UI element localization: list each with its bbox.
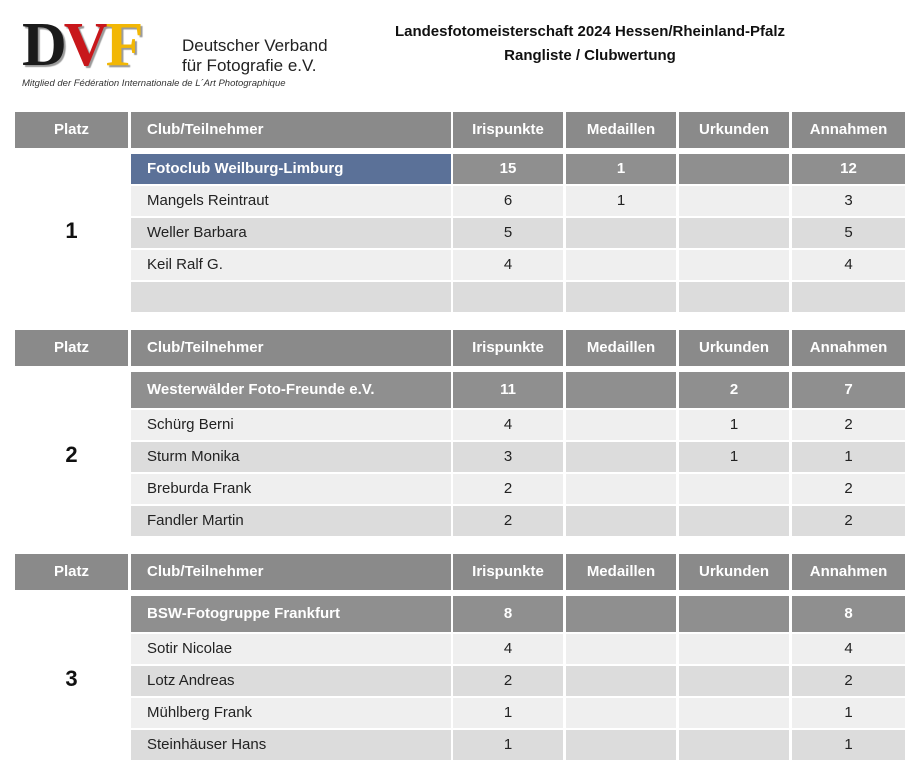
- member-name-cell: [131, 282, 451, 312]
- member-annahmen-cell: 2: [792, 474, 905, 504]
- member-irispunkte-cell: 4: [453, 250, 563, 280]
- table-header-row: [15, 330, 905, 366]
- member-row: [15, 186, 905, 216]
- member-medaillen-cell: [566, 698, 676, 728]
- member-medaillen-cell: [566, 634, 676, 664]
- column-header-club-teilnehmer: Club/Teilnehmer: [131, 554, 451, 590]
- club-urkunden-cell: [679, 154, 789, 184]
- logo-name-line2: für Fotografie e.V.: [182, 56, 317, 75]
- member-medaillen-cell: [566, 410, 676, 440]
- member-row: [15, 634, 905, 664]
- club-medaillen-cell: [566, 596, 676, 632]
- rank-number: 2: [65, 442, 78, 467]
- member-annahmen-cell: 4: [792, 634, 905, 664]
- member-irispunkte-cell: 1: [453, 730, 563, 760]
- rank-number: 1: [65, 218, 78, 243]
- member-name-cell: Steinhäuser Hans: [131, 730, 451, 760]
- member-urkunden-cell: [679, 730, 789, 760]
- club-irispunkte-cell: 11: [453, 372, 563, 408]
- member-irispunkte-cell: 3: [453, 442, 563, 472]
- club-annahmen-cell: 12: [792, 154, 905, 184]
- member-annahmen-cell: 3: [792, 186, 905, 216]
- club-annahmen-cell: 8: [792, 596, 905, 632]
- member-medaillen-cell: [566, 474, 676, 504]
- member-annahmen-cell: 1: [792, 730, 905, 760]
- member-row: [15, 698, 905, 728]
- member-urkunden-cell: [679, 666, 789, 696]
- club-annahmen-cell: 7: [792, 372, 905, 408]
- member-row: [15, 250, 905, 280]
- member-row: [15, 506, 905, 536]
- member-row: [15, 218, 905, 248]
- member-row: [15, 442, 905, 472]
- member-row: [15, 730, 905, 760]
- member-name-cell: Breburda Frank: [131, 474, 451, 504]
- member-irispunkte-cell: 2: [453, 506, 563, 536]
- rank-group-1: [15, 112, 905, 312]
- document-subtitle: Rangliste / Clubwertung: [504, 47, 676, 64]
- club-irispunkte-cell: 15: [453, 154, 563, 184]
- member-urkunden-cell: [679, 218, 789, 248]
- member-medaillen-cell: [566, 218, 676, 248]
- column-header-medaillen: Medaillen: [566, 554, 676, 590]
- club-name-cell: Fotoclub Weilburg-Limburg: [131, 154, 451, 184]
- document-title: Landesfotomeisterschaft 2024 Hessen/Rheinland-Pfalz: [394, 23, 786, 40]
- member-name-cell: Weller Barbara: [131, 218, 451, 248]
- club-irispunkte-cell: 8: [453, 596, 563, 632]
- column-header-platz: Platz: [15, 330, 128, 366]
- club-name-cell: Westerwälder Foto-Freunde e.V.: [131, 372, 451, 408]
- member-urkunden-cell: [679, 474, 789, 504]
- member-annahmen-cell: 5: [792, 218, 905, 248]
- member-irispunkte-cell: 5: [453, 218, 563, 248]
- club-row: [15, 596, 905, 632]
- member-annahmen-cell: 1: [792, 698, 905, 728]
- member-urkunden-cell: [679, 282, 789, 312]
- member-row: [15, 410, 905, 440]
- column-header-club-teilnehmer: Club/Teilnehmer: [131, 330, 451, 366]
- member-row: [15, 474, 905, 504]
- member-annahmen-cell: 1: [792, 442, 905, 472]
- column-header-irispunkte: Irispunkte: [453, 554, 563, 590]
- column-header-medaillen: Medaillen: [566, 112, 676, 148]
- member-medaillen-cell: [566, 506, 676, 536]
- member-medaillen-cell: [566, 250, 676, 280]
- member-row: [15, 666, 905, 696]
- table-header-row: [15, 554, 905, 590]
- club-medaillen-cell: [566, 372, 676, 408]
- logo-subtitle: Mitglied der Fédération Internationale de L´Art Photographique: [22, 78, 286, 89]
- rank-group-2: [15, 330, 905, 530]
- member-name-cell: Keil Ralf G.: [131, 250, 451, 280]
- club-urkunden-cell: [679, 596, 789, 632]
- member-name-cell: Fandler Martin: [131, 506, 451, 536]
- logo-letter-v: V: [63, 11, 106, 79]
- member-annahmen-cell: 2: [792, 666, 905, 696]
- club-row: [15, 154, 905, 184]
- member-medaillen-cell: [566, 282, 676, 312]
- column-header-urkunden: Urkunden: [679, 330, 789, 366]
- member-urkunden-cell: 1: [679, 442, 789, 472]
- logo-organization-name: [182, 36, 328, 76]
- member-row: [15, 282, 905, 312]
- member-name-cell: Sotir Nicolae: [131, 634, 451, 664]
- member-medaillen-cell: 1: [566, 186, 676, 216]
- member-annahmen-cell: 2: [792, 506, 905, 536]
- member-name-cell: Sturm Monika: [131, 442, 451, 472]
- member-name-cell: Lotz Andreas: [131, 666, 451, 696]
- member-irispunkte-cell: 4: [453, 410, 563, 440]
- column-header-annahmen: Annahmen: [792, 112, 905, 148]
- column-header-urkunden: Urkunden: [679, 112, 789, 148]
- column-header-platz: Platz: [15, 554, 128, 590]
- club-name-cell: BSW-Fotogruppe Frankfurt: [131, 596, 451, 632]
- club-medaillen-cell: 1: [566, 154, 676, 184]
- column-header-annahmen: Annahmen: [792, 330, 905, 366]
- member-medaillen-cell: [566, 442, 676, 472]
- member-urkunden-cell: [679, 186, 789, 216]
- column-header-platz: Platz: [15, 112, 128, 148]
- logo-letter-f: F: [105, 11, 141, 79]
- member-medaillen-cell: [566, 730, 676, 760]
- column-header-irispunkte: Irispunkte: [453, 112, 563, 148]
- column-header-medaillen: Medaillen: [566, 330, 676, 366]
- document-header: [360, 20, 820, 68]
- column-header-irispunkte: Irispunkte: [453, 330, 563, 366]
- member-annahmen-cell: [792, 282, 905, 312]
- member-name-cell: Mühlberg Frank: [131, 698, 451, 728]
- member-urkunden-cell: [679, 698, 789, 728]
- member-annahmen-cell: 4: [792, 250, 905, 280]
- member-medaillen-cell: [566, 666, 676, 696]
- member-urkunden-cell: [679, 634, 789, 664]
- member-urkunden-cell: [679, 250, 789, 280]
- member-urkunden-cell: 1: [679, 410, 789, 440]
- dvf-logo-letters: [22, 11, 141, 79]
- club-row: [15, 372, 905, 408]
- rank-number: 3: [65, 666, 78, 691]
- member-name-cell: Schürg Berni: [131, 410, 451, 440]
- dvf-logo: [22, 11, 342, 94]
- logo-letter-d: D: [22, 11, 64, 79]
- member-irispunkte-cell: 2: [453, 474, 563, 504]
- member-irispunkte-cell: 1: [453, 698, 563, 728]
- member-irispunkte-cell: 2: [453, 666, 563, 696]
- member-annahmen-cell: 2: [792, 410, 905, 440]
- table-header-row: [15, 112, 905, 148]
- logo-name-line1: Deutscher Verband: [182, 36, 328, 55]
- club-urkunden-cell: 2: [679, 372, 789, 408]
- member-name-cell: Mangels Reintraut: [131, 186, 451, 216]
- column-header-club-teilnehmer: Club/Teilnehmer: [131, 112, 451, 148]
- member-urkunden-cell: [679, 506, 789, 536]
- rank-group-3: [15, 554, 905, 754]
- column-header-urkunden: Urkunden: [679, 554, 789, 590]
- column-header-annahmen: Annahmen: [792, 554, 905, 590]
- member-irispunkte-cell: 6: [453, 186, 563, 216]
- member-irispunkte-cell: [453, 282, 563, 312]
- member-irispunkte-cell: 4: [453, 634, 563, 664]
